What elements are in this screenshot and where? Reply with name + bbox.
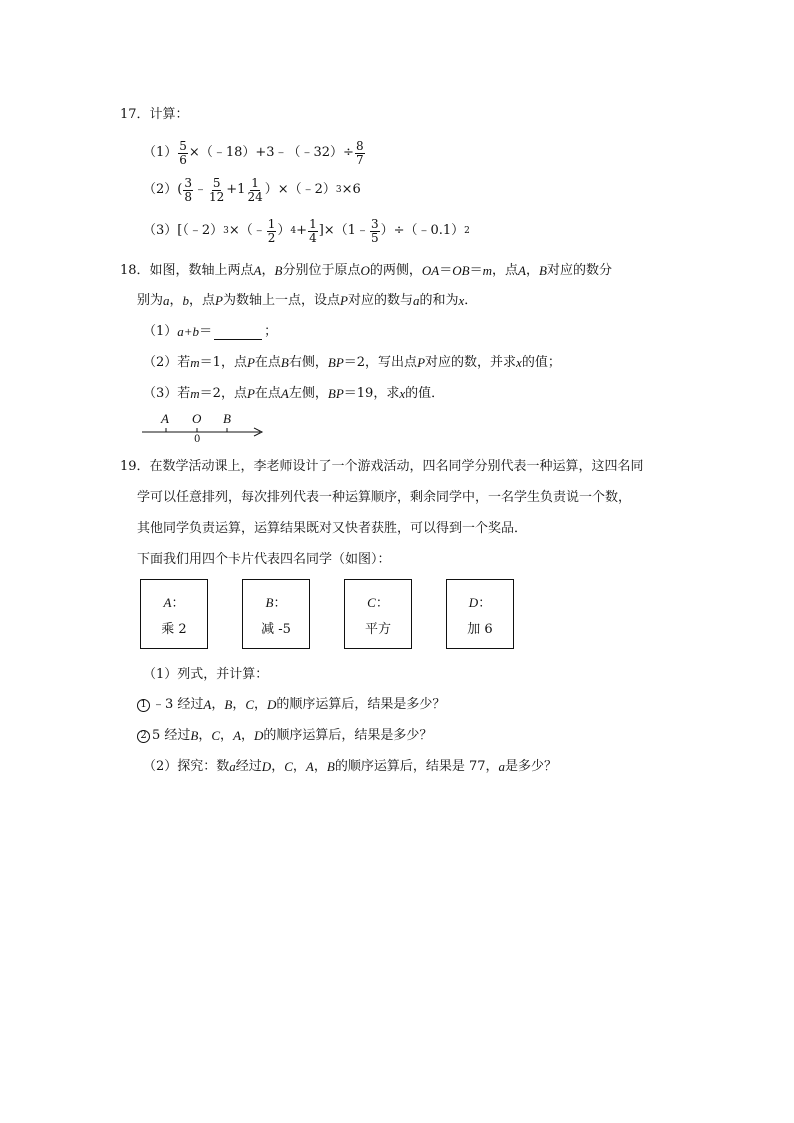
q17-p3-expr: ×（﹣ bbox=[228, 223, 266, 238]
q17-part2 bbox=[143, 175, 361, 205]
card-operation: 减 -5 bbox=[261, 622, 291, 637]
text: ： bbox=[273, 596, 287, 611]
text: ＝ bbox=[469, 263, 483, 278]
var: A bbox=[203, 697, 212, 712]
q17-p2-tail: ×6 bbox=[341, 182, 361, 197]
axis-label-O: O bbox=[192, 411, 202, 426]
var: a bbox=[163, 293, 170, 308]
q18-line2 bbox=[137, 290, 477, 312]
fraction bbox=[370, 218, 380, 245]
var: m bbox=[482, 263, 492, 278]
text: 是多少？ bbox=[505, 759, 558, 774]
q17-part3 bbox=[143, 216, 470, 246]
text: ， bbox=[313, 759, 327, 774]
answer-blank bbox=[214, 325, 262, 340]
fraction bbox=[208, 177, 225, 204]
text: （1）列式，并计算： bbox=[143, 667, 269, 682]
var: B bbox=[274, 263, 283, 278]
q17-p3-expr: ） bbox=[277, 223, 291, 238]
numerator: 3 bbox=[184, 175, 192, 190]
text: 下面我们用四个卡片代表四名同学（如图）： bbox=[137, 552, 391, 567]
denominator: 2 bbox=[267, 230, 276, 245]
circled-number-2: 2 bbox=[137, 730, 150, 743]
card-label bbox=[447, 592, 513, 611]
denominator: 4 bbox=[309, 230, 317, 245]
text: ＝19，求 bbox=[343, 386, 400, 401]
text: 学可以任意排列，每次排列代表一种运算顺序，剩余同学中，一名学生负责说一个数， bbox=[137, 490, 632, 505]
var: P bbox=[215, 293, 223, 308]
fraction bbox=[183, 177, 193, 204]
text: 分别位于原点 bbox=[282, 263, 361, 278]
var: A bbox=[163, 595, 172, 610]
var: A bbox=[253, 263, 262, 278]
card-A bbox=[140, 579, 208, 649]
text: 为数轴上一点，设点 bbox=[223, 293, 341, 308]
text: 其他同学负责运算，运算结果既对又快者获胜，可以得到一个奖品． bbox=[137, 521, 528, 536]
text: ， bbox=[271, 759, 285, 774]
text: 的值． bbox=[405, 386, 445, 401]
numerator: 5 bbox=[212, 175, 221, 190]
q17-title bbox=[120, 104, 189, 126]
text: ＝ bbox=[439, 263, 453, 278]
q17-p1-expr: ×（﹣18）+3﹣（﹣32）÷ bbox=[188, 145, 354, 160]
var: P bbox=[417, 355, 426, 370]
text: 5 经过 bbox=[152, 728, 191, 743]
number-line-figure bbox=[138, 410, 270, 448]
card-operation: 乘 2 bbox=[161, 622, 187, 637]
q19-line1 bbox=[120, 456, 644, 478]
text: ，点 bbox=[492, 263, 519, 278]
var: O bbox=[360, 263, 370, 278]
text: 在点 bbox=[254, 386, 281, 401]
text: 经过 bbox=[235, 759, 262, 774]
q17-p1-label: （1） bbox=[143, 145, 178, 160]
q18-part1 bbox=[143, 321, 277, 343]
var: P bbox=[246, 386, 255, 401]
text: 左侧， bbox=[288, 386, 328, 401]
fraction bbox=[355, 140, 365, 167]
var: a bbox=[229, 759, 236, 774]
var: D bbox=[261, 759, 272, 774]
text: ， bbox=[292, 759, 306, 774]
text: （3）若 bbox=[143, 386, 191, 401]
fraction bbox=[308, 218, 318, 245]
text: ， bbox=[232, 697, 246, 712]
denominator: 6 bbox=[179, 152, 187, 167]
text: ， bbox=[211, 697, 225, 712]
var: a+b bbox=[177, 324, 200, 339]
denominator: 8 bbox=[184, 189, 192, 204]
q17-p2-label: （2）( bbox=[143, 182, 183, 197]
text: （2）若 bbox=[143, 355, 191, 370]
axis-label-zero: 0 bbox=[194, 434, 201, 445]
q17-title-text: 17．计算： bbox=[120, 107, 189, 122]
q18-part3 bbox=[143, 383, 444, 405]
q17-p3-label: （3）[（﹣2） bbox=[143, 223, 224, 238]
var: x bbox=[399, 386, 406, 401]
text: ＝2，写出点 bbox=[343, 355, 418, 370]
var: B bbox=[190, 728, 199, 743]
text: ， bbox=[254, 697, 268, 712]
numerator: 1 bbox=[267, 216, 276, 231]
card-C bbox=[344, 579, 412, 649]
text: ， bbox=[241, 728, 255, 743]
exponent: 3 bbox=[223, 226, 229, 236]
text: ＝2，点 bbox=[199, 386, 247, 401]
var: B bbox=[265, 595, 274, 610]
q17-part1 bbox=[143, 138, 366, 168]
q19-part1 bbox=[143, 664, 268, 686]
denominator: 5 bbox=[370, 230, 379, 245]
var: m bbox=[190, 355, 200, 370]
var: C bbox=[245, 697, 255, 712]
text: 的顺序运算后，结果是多少？ bbox=[276, 697, 446, 712]
numerator: 5 bbox=[179, 138, 187, 153]
text: ； bbox=[264, 324, 278, 339]
text: 对应的数，并求 bbox=[425, 355, 517, 370]
card-operation: 加 6 bbox=[467, 622, 493, 637]
var: B bbox=[326, 759, 335, 774]
text: 的和为 bbox=[419, 293, 459, 308]
var: b bbox=[182, 293, 190, 308]
q17-p3-expr: ]×（1﹣ bbox=[318, 223, 369, 238]
q19-sub2 bbox=[137, 725, 432, 747]
text: 在点 bbox=[254, 355, 281, 370]
card-operation: 平方 bbox=[364, 622, 391, 637]
var: D bbox=[267, 697, 277, 712]
var: P bbox=[246, 355, 255, 370]
text: （2）探究：数 bbox=[143, 759, 230, 774]
text: 右侧， bbox=[288, 355, 328, 370]
denominator: 7 bbox=[355, 152, 364, 167]
var: P bbox=[340, 293, 348, 308]
operator: ﹣ bbox=[193, 182, 207, 197]
text: ﹣3 经过 bbox=[152, 697, 204, 712]
var: C bbox=[211, 728, 221, 743]
exponent: 3 bbox=[335, 185, 342, 195]
q18-part2 bbox=[143, 352, 561, 374]
text: ＝ bbox=[199, 324, 213, 339]
var: D bbox=[254, 728, 264, 743]
var: x bbox=[458, 293, 465, 308]
operator: +1 bbox=[226, 182, 246, 197]
text: ，点 bbox=[189, 293, 216, 308]
var: B bbox=[538, 263, 547, 278]
var: a bbox=[498, 759, 505, 774]
text: ， bbox=[220, 728, 234, 743]
var: C bbox=[367, 595, 376, 610]
card-label bbox=[141, 592, 207, 611]
var: x bbox=[516, 355, 522, 370]
text: ． bbox=[464, 293, 478, 308]
fraction bbox=[267, 218, 277, 245]
text: 18．如图，数轴上两点 bbox=[120, 263, 254, 278]
denominator: 12 bbox=[209, 189, 225, 204]
text: （1） bbox=[143, 324, 178, 339]
numerator: 1 bbox=[309, 216, 317, 231]
var: OB bbox=[452, 263, 470, 278]
q19-line4 bbox=[137, 549, 391, 571]
axis-label-A: A bbox=[161, 411, 169, 426]
text: ， bbox=[525, 263, 539, 278]
text: 对应的数与 bbox=[347, 293, 413, 308]
card-D bbox=[446, 579, 514, 649]
var: B bbox=[280, 355, 289, 370]
q17-p2-expr: ）×（﹣2） bbox=[264, 182, 336, 197]
var: A bbox=[233, 728, 242, 743]
var: BP bbox=[327, 386, 344, 401]
q19-part2 bbox=[143, 756, 557, 778]
q18-line1 bbox=[120, 260, 612, 282]
text: 的顺序运算后，结果是多少？ bbox=[263, 728, 433, 743]
var: C bbox=[284, 759, 293, 774]
exponent: 4 bbox=[290, 226, 297, 236]
text: 的值； bbox=[521, 355, 561, 370]
text: 对应的数分 bbox=[546, 263, 612, 278]
card-B bbox=[242, 579, 310, 649]
text: ＝1，点 bbox=[199, 355, 247, 370]
denominator: 24 bbox=[247, 189, 263, 204]
fraction bbox=[246, 177, 263, 204]
text: 19．在数学活动课上，李老师设计了一个游戏活动，四名同学分别代表一种运算，这四名同 bbox=[120, 459, 644, 474]
text: ， bbox=[261, 263, 275, 278]
fraction bbox=[178, 140, 188, 167]
numerator: 3 bbox=[370, 216, 379, 231]
text: ： bbox=[375, 596, 389, 611]
var: B bbox=[224, 697, 233, 712]
card-label bbox=[345, 592, 411, 611]
var: A bbox=[518, 263, 526, 278]
text: 的顺序运算后，结果是 77， bbox=[334, 759, 499, 774]
q19-line3 bbox=[137, 518, 527, 540]
var: A bbox=[305, 759, 314, 774]
q19-line2 bbox=[137, 487, 631, 509]
exponent: 2 bbox=[464, 226, 470, 236]
var: a bbox=[412, 293, 420, 308]
var: BP bbox=[327, 355, 344, 370]
var: m bbox=[190, 386, 200, 401]
card-label bbox=[243, 592, 309, 611]
var: A bbox=[280, 386, 289, 401]
q19-sub1 bbox=[137, 694, 445, 716]
q17-p3-expr: ）÷（﹣0.1） bbox=[380, 223, 465, 238]
text: 的两侧， bbox=[369, 263, 422, 278]
var: OA bbox=[421, 263, 440, 278]
text: ， bbox=[198, 728, 212, 743]
numerator: 1 bbox=[251, 175, 259, 190]
axis-label-B: B bbox=[223, 411, 231, 426]
var: D bbox=[468, 595, 479, 610]
text: ： bbox=[478, 596, 492, 611]
numerator: 8 bbox=[355, 138, 364, 153]
text: 别为 bbox=[137, 293, 164, 308]
text: ， bbox=[169, 293, 183, 308]
circled-number-1: 1 bbox=[137, 699, 150, 712]
text: ： bbox=[171, 596, 185, 611]
operator: + bbox=[296, 223, 308, 238]
